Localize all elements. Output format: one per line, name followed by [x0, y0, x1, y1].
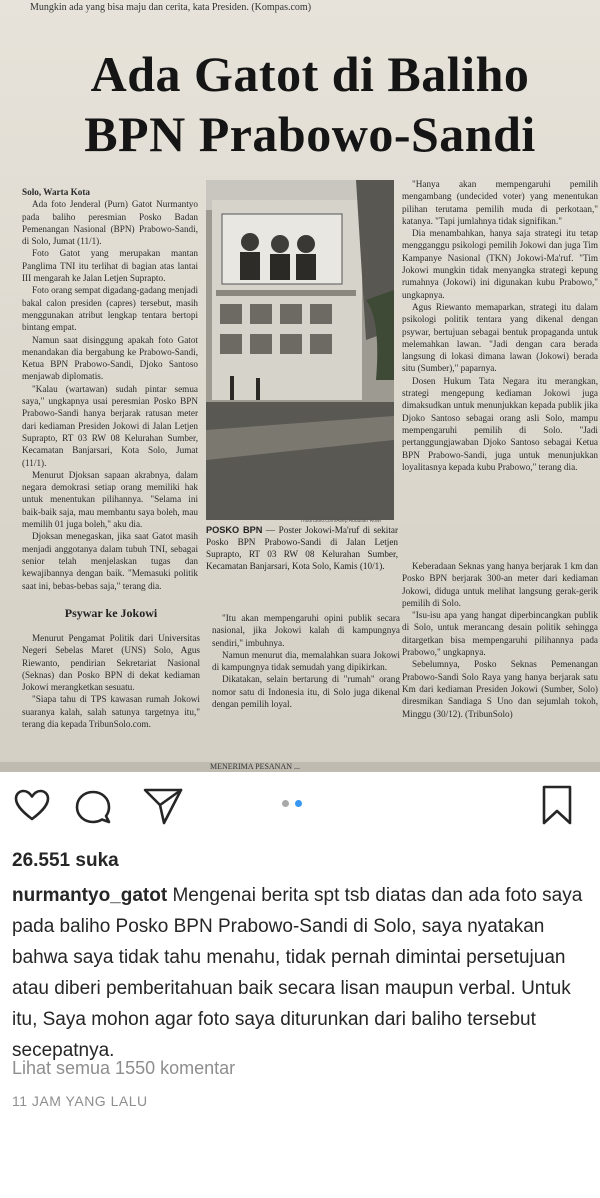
carousel-dot-2-active — [295, 800, 302, 807]
newspaper-headline — [30, 44, 590, 164]
paragraph: Djoksan menegaskan, jika saat Gatot masih menjadi anggotanya dalam tubuh TNI, sebagai senior telah menjelaskan tugas dan kewajibannya dengan baik. "Memasuki politik saat ini, bebas-bebas saja," terang dia. — [22, 531, 198, 591]
comment-icon[interactable] — [74, 788, 112, 826]
paragraph: "Itu akan mempengaruhi opini publik secara nasional, jika Jokowi kalah di kampungnya sendiri," imbuhnya. — [212, 613, 400, 648]
article-column-1 — [22, 186, 198, 592]
paragraph: "Siapa tahu di TPS kawasan rumah Jokowi suaranya kalah, salah satunya targetnya itu," terang dia kepada TribunSolo.com. — [22, 694, 200, 730]
dateline: Solo, Warta Kota — [22, 187, 90, 197]
newspaper-footer-text: MENERIMA PESANAN ... — [210, 762, 301, 771]
article-column-3-bottom — [402, 560, 598, 720]
paragraph: "Kalau (wartawan) sudah pintar semua saya," ungkapnya usai peresmian Posko BPN Prabowo-Sandi hanya berjarak ratusan meter dari kediaman Presiden Jokowi di Jalan Letjen Suprapto, RT 03 RW 08 Kelurahan Sumber, Kecamatan Banjarsari, Kota Solo, Jumat (11/1). — [22, 383, 198, 468]
username[interactable]: nurmantyo_gatot — [12, 885, 168, 906]
headline-line-1: Ada Gatot di Baliho — [90, 46, 530, 102]
paragraph: Keberadaan Seknas yang hanya berjarak 1 km dan Posko BPN berjarak 300-an meter dari kediaman Jokowi, diduga untuk melihat langsung gerak-gerik pemilih di Solo. — [402, 561, 598, 608]
paragraph: Agus Riewanto memaparkan, strategi itu dalam psikologi politik tentara yang dikenal dengan psywar, bertujuan sebagai bentuk propaganda untuk melemahkan lawan. "Jadi dengan cara berada langsung di lokasi dimana lawan (Jokowi) berada situ (Sumber)," paparnya. — [402, 301, 598, 374]
article-column-1-bottom — [22, 632, 200, 730]
paragraph: Dikatakan, selain bertarung di "rumah" orang nomor satu di Indonesia itu, di Solo juga dikenal dengan pemilih loyal. — [212, 674, 400, 710]
post-timestamp: 11 JAM YANG LALU — [12, 1093, 148, 1109]
article-subhead: Psywar ke Jokowi — [64, 606, 158, 620]
newspaper-footer-strip — [0, 762, 600, 772]
share-icon[interactable] — [142, 786, 184, 826]
post-caption — [12, 880, 588, 1066]
caption-text: Mengenai berita spt tsb diatas dan ada foto saya pada baliho Posko BPN Prabowo-Sandi di Solo, saya nyatakan bahwa saya tidak tahu menahu, tidak pernah dimintai persetujuan atau diberi pemberitahuan baik secara lisan maupun verbal. Untuk itu, Saya mohon agar foto saya diturunkan dari baliho tersebut secepatnya. — [12, 885, 583, 1061]
paragraph: Namun saat disinggung apakah foto Gatot menandakan dia bergabung ke Prabowo-Sandi, Ketua BPN Prabowo-Sandi, Djoko Santoso menjawab diplomatis. — [22, 334, 198, 382]
heart-icon[interactable] — [14, 788, 50, 824]
view-all-comments-link[interactable]: Lihat semua 1550 komentar — [12, 1058, 236, 1078]
photo-caption-label: POSKO BPN — [206, 525, 263, 535]
paragraph: Foto Gatot yang merupakan mantan Panglima TNI itu terlihat di bagian atas lantai III mengarah ke Jalan Letjen Suprapto. — [22, 248, 198, 284]
paragraph: Ada foto Jenderal (Purn) Gatot Nurmantyo pada baliho peresmian Posko Badan Pemenangan Nasional (BPN) Prabowo-Sandi, di Solo, Jumat (11/1). — [22, 199, 198, 247]
paragraph: Namun menurut dia, memalahkan suara Jokowi di kampungnya tidak semudah yang dipikirkan. — [212, 649, 400, 673]
photo-caption — [206, 524, 398, 572]
bookmark-icon[interactable] — [540, 784, 574, 826]
paragraph: Sebelumnya, Posko Seknas Pemenangan Prabowo-Sandi Solo Raya yang hanya berjarak satu Km dari kediaman Presiden Jokowi (Sumber, Solo) diresmikan Sandiaga S Uno dan sejumlah tokoh, Minggu (30/12). (TribunSolo) — [402, 659, 598, 719]
paragraph: Menurut Pengamat Politik dari Universitas Negeri Sebelas Maret (UNS) Solo, Agus Riewanto, pendirian Sekretariat Nasional (Seknas) dan Posko BPN di dekat kediaman Jokowi merangketkan sesuatu. — [22, 633, 200, 693]
article-column-3 — [402, 178, 598, 473]
building-photo-illustration — [206, 180, 394, 520]
paragraph: Dosen Hukum Tata Negara itu merangkan, strategi mengepung kediaman Jokowi juga dimaksudkan untuk menunjukkan kepada publik jika Djoko Santoso sebagai orang asli Solo, mampu mempengaruhi pemilih di Solo. "Jadi pertanggungjawaban Djoko Santoso sebagai Ketua BPN Prabowo-Sandi, juga untuk menunjukkan loyalitasnya kepada kubu Prabowo," terang dia. — [402, 375, 598, 472]
newspaper-top-strip: Mungkin ada yang bisa maju dan cerita, kata Presiden. (Kompas.com) — [30, 2, 312, 13]
likes-count[interactable]: 26.551 suka — [12, 850, 119, 871]
headline-line-2: BPN Prabowo-Sandi — [84, 106, 536, 162]
paragraph: "Isu-isu apa yang hangat diperbincangkan publik di Solo, untuk merancang desain politik sehingga ditargetkan bisa mempengaruhi pilihannya pada Prabowo," ungkapnya. — [402, 610, 598, 658]
photo-caption-text: — Poster Jokowi-Ma'ruf di sekitar Posko BPN Prabowo-Sandi di Jalan Letjen Suprapto, RT 03 RW 08 Kelurahan Sumber, Kecamatan Banjarsari, Kota Solo, Kamis (10/1). — [206, 525, 399, 571]
paragraph: Foto orang sempat digadang-gadang menjadi bakal calon presiden (capres) tersebut, masih menggunakan atribut lengkap tentara bertopi bintang empat. — [22, 285, 198, 333]
carousel-indicator — [282, 800, 322, 810]
article-column-2-bottom — [212, 612, 400, 710]
post-actions-bar — [0, 772, 600, 836]
newspaper-photo — [206, 180, 394, 520]
paragraph: "Hanya akan mempengaruhi pemilih mengambang (undecided voter) yang menentukan pilihan terutama pemilih muda di perkotaan," katanya. "Tapi jumlahnya tidak signifikan." — [402, 179, 598, 226]
paragraph: Menurut Djoksan sapaan akrabnya, dalam negara demokrasi setiap orang memiliki hak untuk menentukan pilihannya. "Selama ini baik-baik saja, mau membantu saya boleh, mau memilih 01 juga boleh," aku dia. — [22, 469, 198, 530]
carousel-dot-1 — [282, 800, 289, 807]
paragraph: Dia menambahkan, hanya saja strategi itu tetap mengganggu psikologi pemilih Jokowi dan juga Tim Kampanye Nasional (TKN) Jokowi-Ma'ruf. "Tim Jokowi mungkin tidak menyangka strategi kepung rumahnya (Jokowi) ini digunakan kubu Prabowo," ungkapnya. — [402, 228, 598, 300]
photo-credit: TribunSolo.com/Asep Abdullah Rowi — [300, 518, 381, 524]
